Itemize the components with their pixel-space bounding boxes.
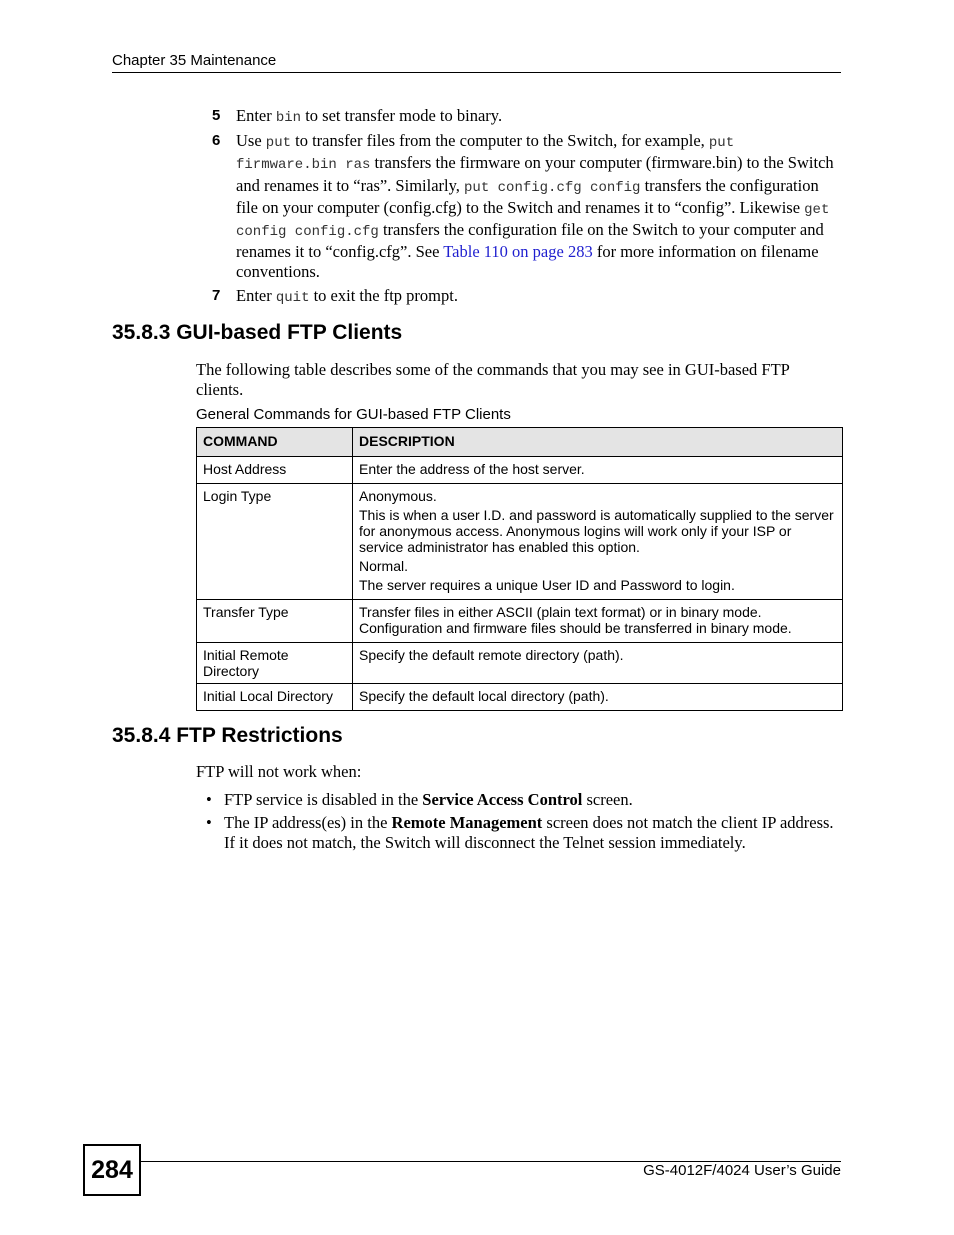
bullet-icon: • (206, 813, 212, 833)
code-snippet: put firmware.bin ras (236, 135, 735, 174)
table-caption: General Commands for GUI-based FTP Clients (196, 406, 511, 423)
step-item (212, 131, 842, 282)
page-number: 284 (83, 1144, 141, 1196)
step-number: 7 (212, 286, 221, 304)
step-text: Use (236, 131, 266, 151)
description-cell (353, 484, 843, 600)
step-text: to set transfer mode to binary. (301, 106, 503, 125)
step-text: transfers the configuration file on your computer (config.cfg) to the Switch and renames it to “config”. Likewise (236, 175, 819, 217)
description-text: Specify the default remote directory (path). (359, 647, 624, 663)
column-header-description: DESCRIPTION (353, 428, 843, 457)
code-snippet: put (265, 135, 292, 152)
guide-title: GS-4012F/4024 User’s Guide (643, 1162, 841, 1179)
list-text: screen. (582, 790, 633, 809)
description-text: Anonymous. (359, 488, 437, 504)
section-heading-ftp-restrictions: 35.8.4 FTP Restrictions (112, 724, 343, 747)
table-row (197, 600, 843, 643)
section-intro: FTP will not work when: (196, 762, 362, 781)
section-intro: The following table describes some of the commands that you may see in GUI-based FTP clients. (196, 360, 790, 400)
table-row (197, 457, 843, 484)
step-text: for more information on filename conventions. (236, 242, 819, 282)
description-cell (353, 684, 843, 711)
description-text: Normal. (359, 558, 409, 574)
description-text: The server requires a unique User ID and Password to login. (359, 577, 735, 593)
step-item (212, 106, 842, 128)
table-row (197, 684, 843, 711)
screen-name: Service Access Control (422, 790, 583, 809)
code-snippet: quit (275, 289, 310, 306)
code-snippet: bin (275, 110, 302, 126)
step-text: Enter (236, 285, 276, 305)
section-heading-gui-ftp-clients: 35.8.3 GUI-based FTP Clients (112, 321, 403, 344)
table-reference-link[interactable]: Table 110 on page 283 (443, 242, 593, 262)
command-cell: Login Type (197, 484, 353, 600)
step-text: transfers the configuration file on the Switch to your computer and renames it to “config.cfg”. See (236, 220, 824, 262)
command-cell: Host Address (197, 457, 353, 484)
step-item (212, 286, 842, 308)
description-text: Enter the address of the host server. (359, 461, 585, 477)
ftp-commands-table (196, 427, 843, 711)
restriction-list (206, 790, 846, 857)
table-header-row (197, 428, 843, 457)
list-text: FTP service is disabled in the (224, 790, 423, 809)
step-text: Enter (236, 106, 276, 125)
step-text: to exit the ftp prompt. (309, 285, 458, 305)
step-number: 6 (212, 132, 221, 150)
code-snippet: get config config.cfg (236, 201, 830, 241)
step-text: transfers the firmware on your computer (firmware.bin) to the Switch and renames it to “ras”. Similarly, (236, 153, 834, 195)
description-text: Specify the default local directory (path). (359, 688, 609, 704)
code-snippet: put config.cfg config (464, 179, 641, 196)
page-header (112, 52, 841, 73)
description-text: This is when a user I.D. and password is automatically supplied to the server for anonymous access. Anonymous logins will work only if your ISP or service administrator has enabled this option. (359, 507, 834, 555)
description-text: Transfer files in either ASCII (plain text format) or in binary mode. Configuration and firmware files should be transferred in binary mode. (359, 604, 792, 636)
command-cell: Transfer Type (197, 600, 353, 643)
step-list (212, 106, 842, 311)
list-text: screen does not match the client IP address. If it does not match, the Switch will disconnect the Telnet session immediately. (224, 813, 834, 853)
list-item (206, 813, 846, 853)
description-cell (353, 457, 843, 484)
step-text: to transfer files from the computer to the Switch, for example, (291, 131, 709, 151)
step-number: 5 (212, 107, 221, 124)
table-row (197, 484, 843, 600)
command-cell: Initial Remote Directory (197, 643, 353, 684)
command-cell: Initial Local Directory (197, 684, 353, 711)
description-cell (353, 643, 843, 684)
list-text: The IP address(es) in the (224, 813, 392, 833)
bullet-icon: • (206, 790, 212, 809)
screen-name: Remote Management (391, 813, 543, 833)
table-row (197, 643, 843, 684)
column-header-command: COMMAND (197, 428, 353, 457)
list-item (206, 790, 846, 810)
chapter-title: Chapter 35 Maintenance (112, 52, 277, 69)
description-cell (353, 600, 843, 643)
